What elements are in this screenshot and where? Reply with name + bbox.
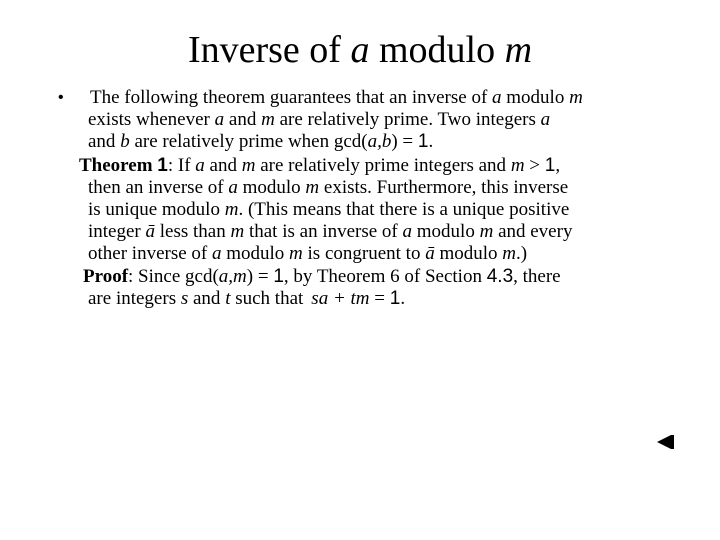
text-segment: : If — [167, 155, 196, 176]
body-line — [88, 131, 433, 153]
text-segment: ) = — [391, 131, 418, 152]
text-segment: ) = — [246, 266, 274, 287]
text-segment: and every — [493, 221, 573, 242]
theorem-line — [88, 243, 527, 265]
text-segment: : Since gcd( — [128, 266, 219, 287]
math-variable: a,b — [367, 131, 392, 152]
text-segment: . — [400, 288, 406, 309]
text-segment: then an inverse of — [88, 177, 229, 198]
text-segment: 1 — [273, 266, 284, 287]
previous-slide-bar[interactable] — [671, 435, 674, 449]
text-segment: 1 — [389, 288, 401, 309]
text-segment: modulo — [412, 221, 480, 242]
math-variable: m — [230, 221, 245, 242]
text-segment: and — [188, 288, 226, 309]
math-variable: sa + tm — [311, 288, 370, 309]
math-variable: a — [211, 243, 222, 264]
math-variable: ā — [425, 243, 435, 264]
title-text: modulo — [369, 29, 505, 71]
text-segment: . — [428, 131, 434, 152]
text-segment: and — [224, 109, 262, 130]
theorem-line — [88, 199, 569, 221]
math-variable: a — [402, 221, 413, 242]
math-variable: a,m — [218, 266, 247, 287]
body-line — [88, 109, 550, 131]
bold-label: Proof — [83, 266, 129, 287]
text-segment: modulo — [237, 177, 306, 198]
math-variable: m — [261, 109, 275, 130]
text-segment: exists whenever — [88, 109, 215, 130]
text-segment: exists. Furthermore, this inverse — [319, 177, 569, 198]
text-segment: > — [524, 155, 545, 176]
text-segment: 1 — [544, 155, 556, 176]
text-segment: modulo — [501, 87, 570, 108]
math-variable: ā — [145, 221, 156, 242]
text-segment: , by Theorem 6 of Section — [283, 266, 487, 287]
math-variable: t — [225, 288, 231, 309]
text-segment: is unique modulo — [88, 199, 225, 220]
math-variable: m — [510, 155, 525, 176]
bullet-icon: • — [58, 89, 64, 106]
math-variable: a — [228, 177, 238, 198]
previous-slide-icon[interactable] — [657, 435, 671, 449]
math-variable: m — [224, 199, 239, 220]
math-variable: m — [289, 243, 303, 264]
bold-label: Theorem — [79, 155, 158, 176]
text-segment: are relatively prime integers and — [255, 155, 511, 176]
text-segment: less than — [155, 221, 231, 242]
text-segment: are relatively prime when gcd( — [129, 131, 368, 152]
text-segment: integer — [88, 221, 146, 242]
math-variable: s — [180, 288, 189, 309]
text-segment: are integers — [88, 288, 181, 309]
text-segment: and — [204, 155, 242, 176]
proof-line — [83, 266, 561, 288]
text-segment: 4.3 — [486, 266, 514, 287]
text-segment: is congruent to — [302, 243, 426, 264]
math-variable: a — [492, 87, 502, 108]
math-variable: m — [569, 87, 583, 108]
math-variable: m — [241, 155, 256, 176]
text-segment: 1 — [417, 131, 429, 152]
text-segment: are relatively prime. Two integers — [274, 109, 541, 130]
math-variable: a — [195, 155, 205, 176]
text-segment: , — [555, 155, 561, 176]
text-segment: modulo — [434, 243, 503, 264]
theorem-line — [88, 221, 572, 243]
text-segment: = — [369, 288, 390, 309]
text-segment: The following theorem guarantees that an inverse of — [90, 87, 493, 108]
text-segment: modulo — [221, 243, 290, 264]
bold-label: 1 — [157, 155, 168, 176]
title-variable-a: a — [350, 29, 370, 71]
math-variable: a — [540, 109, 551, 130]
theorem-line — [88, 177, 568, 199]
math-variable: b — [120, 131, 130, 152]
text-segment: and — [88, 131, 121, 152]
theorem-line — [79, 155, 560, 177]
title-variable-m: m — [504, 29, 533, 71]
title-text: Inverse of — [187, 29, 351, 71]
text-segment: such that — [230, 288, 304, 309]
text-segment: other inverse of — [88, 243, 212, 264]
proof-line — [88, 288, 405, 310]
math-variable: m — [479, 221, 494, 242]
text-segment: .) — [516, 243, 528, 264]
math-variable: a — [214, 109, 225, 130]
text-segment: that is an inverse of — [244, 221, 403, 242]
body-line — [90, 87, 583, 109]
slide-title — [0, 28, 720, 72]
text-segment: . (This means that there is a unique positive — [238, 199, 570, 220]
math-variable: m — [305, 177, 320, 198]
text-segment: , there — [513, 266, 561, 287]
math-variable: m — [502, 243, 517, 264]
